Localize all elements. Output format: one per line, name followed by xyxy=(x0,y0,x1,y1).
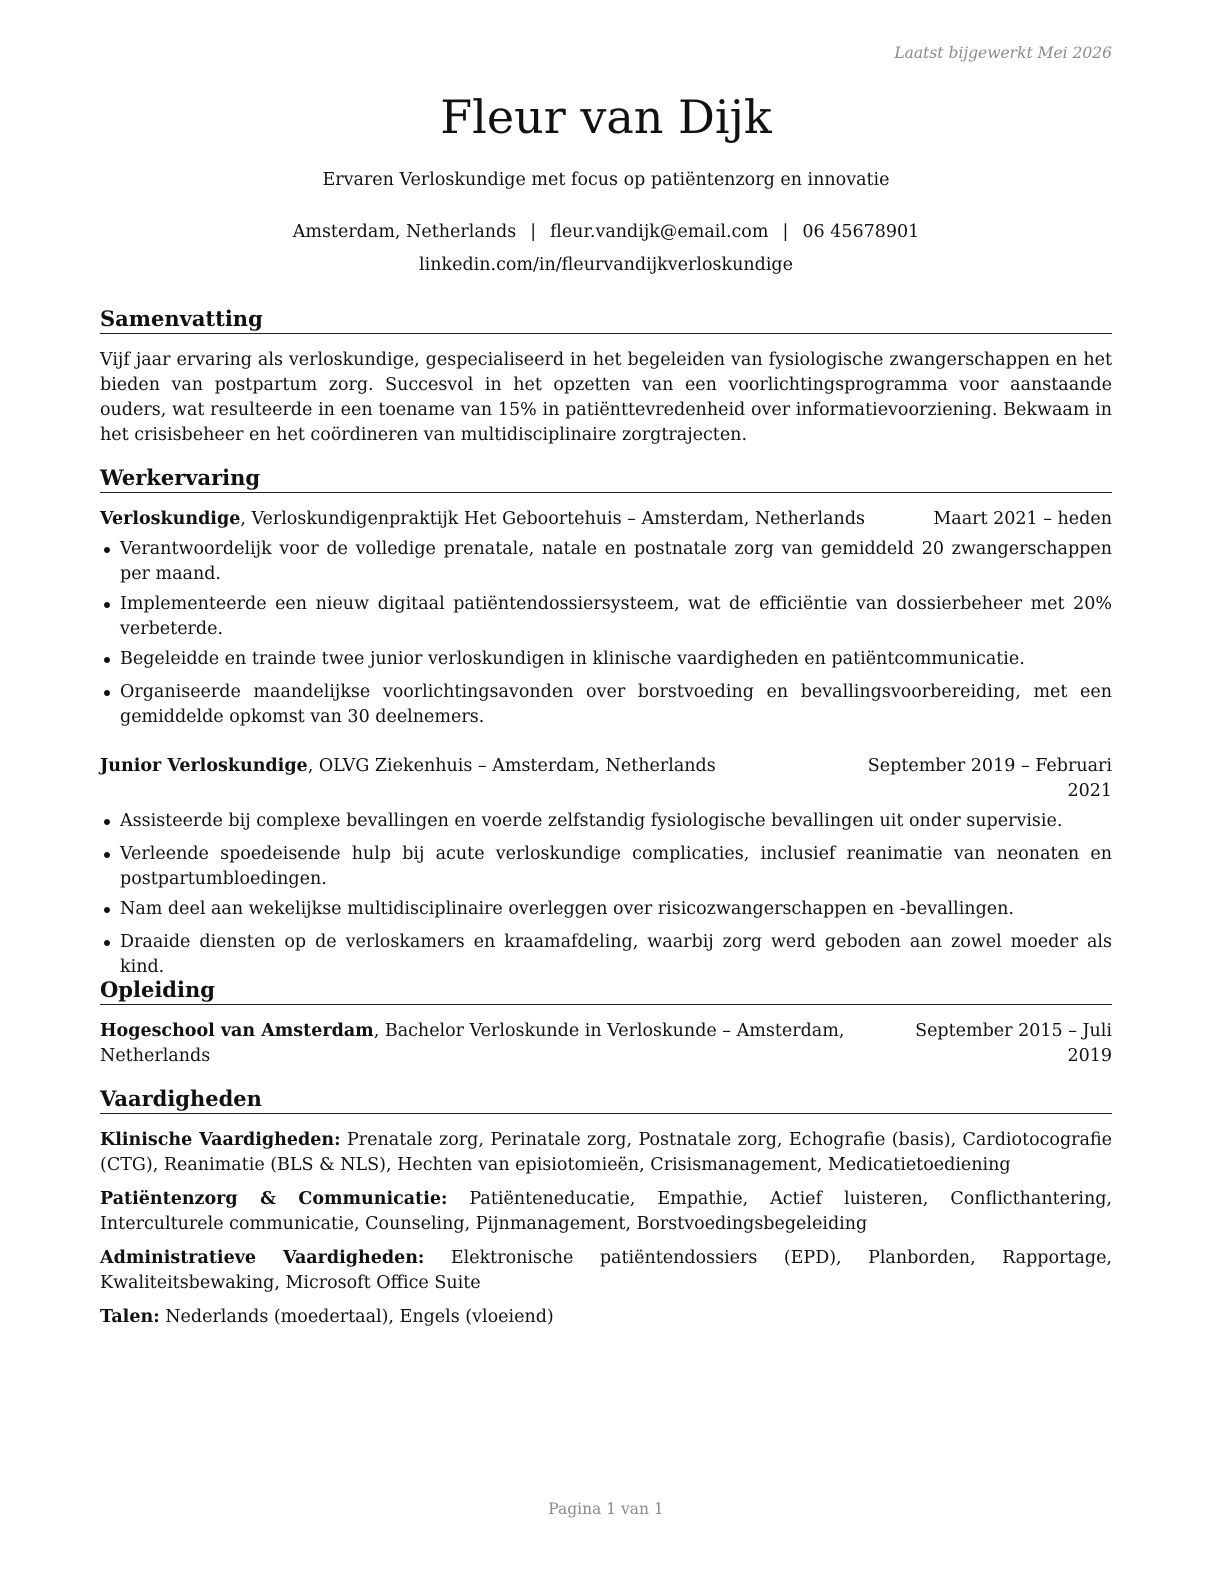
job-header xyxy=(100,507,1112,532)
education-header xyxy=(100,1019,1112,1069)
list-item: Organiseerde maandelijkse voorlichtingsavonden over borstvoeding en bevallingsvoorbereiding, met een gemiddelde opkomst van 30 deelnemers. xyxy=(100,680,1112,730)
tagline: Ervaren Verloskundige met focus op patiëntenzorg en innovatie xyxy=(322,170,890,190)
education-entry xyxy=(100,1019,1112,1069)
job-employer: , OLVG Ziekenhuis – Amsterdam, Netherlands xyxy=(307,756,716,776)
education-degree: , Bachelor Verloskunde in Verloskunde – Amsterdam, Netherlands xyxy=(100,1021,845,1066)
skill-label: Talen: xyxy=(100,1307,160,1327)
skill-text: Elektronische patiëntendossiers (EPD), Planborden, Rapportage, Kwaliteitsbewaking, Microsoft Office Suite xyxy=(100,1248,1112,1293)
section-title-skills: Vaardigheden xyxy=(100,1086,1112,1114)
list-item: Verleende spoedeisende hulp bij acute verloskundige complicaties, inclusief reanimatie van neonaten en postpartumbloedingen. xyxy=(100,842,1112,892)
job-dates xyxy=(868,754,1112,804)
job-bullets xyxy=(100,809,1112,980)
job-bullets xyxy=(100,537,1112,730)
skill-label: Patiëntenzorg & Communicatie: xyxy=(100,1189,448,1209)
skill-group xyxy=(100,1246,1112,1296)
resume-page xyxy=(100,0,1112,1584)
list-item: Assisteerde bij complexe bevallingen en voerde zelfstandig fysiologische bevallingen uit onder supervisie. xyxy=(100,809,1112,834)
list-item: Verantwoordelijk voor de volledige prenatale, natale en postnatale zorg van gemiddeld 20 zwangerschappen per maand. xyxy=(100,537,1112,587)
list-item: Begeleidde en trainde twee junior verloskundigen in klinische vaardigheden en patiëntcommunicatie. xyxy=(100,647,1112,672)
contact-separator: | xyxy=(530,222,537,242)
skill-text: Nederlands (moedertaal), Engels (vloeiend) xyxy=(159,1307,554,1327)
job-entry xyxy=(100,754,1112,980)
list-item: Implementeerde een nieuw digitaal patiëntendossiersysteem, wat de efficiëntie van dossierbeheer met 20% verbeterde. xyxy=(100,592,1112,642)
job-heading xyxy=(100,754,868,779)
job-employer: , Verloskundigenpraktijk Het Geboortehuis – Amsterdam, Netherlands xyxy=(240,509,865,529)
last-updated: Laatst bijgewerkt Mei 2026 xyxy=(894,44,1112,62)
skill-label: Klinische Vaardigheden: xyxy=(100,1130,341,1150)
list-item: Draaide diensten op de verloskamers en kraamafdeling, waarbij zorg werd geboden aan zowel moeder als kind. xyxy=(100,930,1112,980)
skills-list xyxy=(100,1128,1112,1330)
page-number: Pagina 1 van 1 xyxy=(548,1500,664,1518)
education-dates-line: September 2015 – Juli xyxy=(915,1021,1112,1041)
job-dates-line: 2021 xyxy=(1067,781,1112,801)
section-title-experience: Werkervaring xyxy=(100,465,1112,493)
candidate-name: Fleur van Dijk xyxy=(440,90,772,144)
job-title: Junior Verloskundige xyxy=(100,756,308,776)
job-dates-line: September 2019 – Februari xyxy=(867,756,1112,776)
contact-email[interactable]: fleur.vandijk@email.com xyxy=(550,222,769,242)
education-dates xyxy=(915,1019,1112,1069)
skill-text: Patiënteneducatie, Empathie, Actief luisteren, Conflicthantering, Interculturele communicatie, Counseling, Pijnmanagement, Borstvoedingsbegeleiding xyxy=(100,1189,1112,1234)
contact-line xyxy=(100,220,1112,244)
education-dates-line: 2019 xyxy=(1067,1046,1112,1066)
education-heading xyxy=(100,1019,915,1069)
contact-location: Amsterdam, Netherlands xyxy=(292,222,517,242)
section-title-education: Opleiding xyxy=(100,977,1112,1005)
section-title-summary: Samenvatting xyxy=(100,306,1112,334)
contact-separator: | xyxy=(782,222,789,242)
contact-linkedin[interactable]: linkedin.com/in/fleurvandijkverloskundige xyxy=(419,255,793,275)
list-item: Nam deel aan wekelijkse multidisciplinaire overleggen over risicozwangerschappen en -bevallingen. xyxy=(100,897,1112,922)
job-entry xyxy=(100,507,1112,730)
job-dates: Maart 2021 – heden xyxy=(933,509,1112,529)
job-title: Verloskundige xyxy=(100,509,241,529)
skill-group xyxy=(100,1305,1112,1330)
skill-label: Administratieve Vaardigheden: xyxy=(100,1248,425,1268)
job-header xyxy=(100,754,1112,804)
skill-group xyxy=(100,1128,1112,1178)
contact-phone: 06 45678901 xyxy=(802,222,920,242)
education-school: Hogeschool van Amsterdam xyxy=(100,1021,374,1041)
summary-text: Vijf jaar ervaring als verloskundige, gespecialiseerd in het begeleiden van fysiologische zwangerschappen en het bieden van postpartum zorg. Succesvol in het opzetten van een voorlichtingsprogramma voor aanstaande ouders, wat resulteerde in een toename van 15% in patiënttevredenheid over informatievoorziening. Bekwaam in het crisisbeheer en het coördineren van multidisciplinaire zorgtrajecten. xyxy=(100,350,1112,445)
job-heading xyxy=(100,507,933,532)
skill-text: Prenatale zorg, Perinatale zorg, Postnatale zorg, Echografie (basis), Cardiotocografie (CTG), Reanimatie (BLS & NLS), Hechten van episiotomieën, Crisismanagement, Medicatietoediening xyxy=(100,1130,1112,1175)
skill-group xyxy=(100,1187,1112,1237)
